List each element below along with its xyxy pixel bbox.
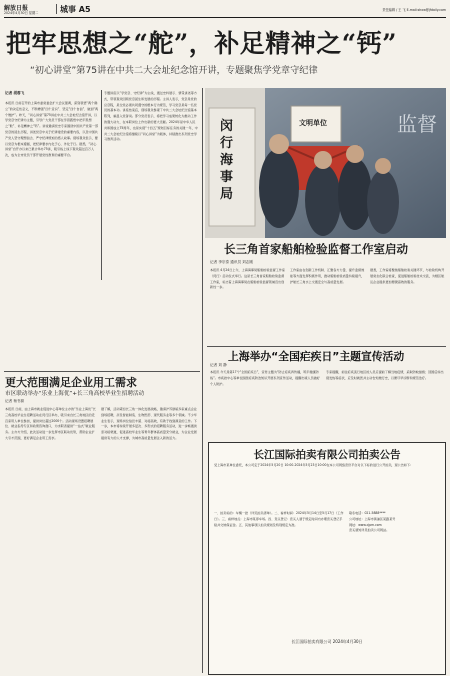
story4-title: 上海举办“全国疟疾日”主题宣传活动 xyxy=(228,350,405,363)
story3-body-column-1: 本报讯 日前，由上海市就业促进中心等单位主办的“乐业上海优”长三角高校毕业生招聘活动在闵行区举办，吸引来自长三角地区的近百家用人单位参加，提供岗位超过2000个。活动现场设置招聘展位、就业指导专区和政策咨询窗口，为求职者提供“一站式”就业服务。主办方介绍，此次活动进一步发挥市区联动优势，帮助企业扩大引才范围，更好满足企业用工需求。 xyxy=(5,407,96,440)
story2-body-column-2: 工作室由在创新工作机制、汇聚各方力量、提升监督效能等方面发挥积极作用，推动船舶检验质量持续提升，护航长三角水上交通安全与高质量发展。 xyxy=(290,268,365,284)
column-rule xyxy=(202,88,203,673)
masthead xyxy=(4,2,446,18)
auction-notice-intro: 受上海市某单位委托，本公司定于2024年5月20日 10:00-2024年5月23日10:00在本公司网络竞价平台对以下标的进行公开拍卖，现公告如下： xyxy=(214,463,414,467)
story4-byline: 记者 刘 静 xyxy=(210,363,227,367)
auction-notice-contact: 联系电话：021-5888**** 公司地址：上海市黄浦区某路某号 网址：www.cjpm.com 竞买须知详见拍卖公司网站。 xyxy=(349,511,396,533)
section-label: 城事 A5 xyxy=(60,5,91,14)
section-rule xyxy=(4,371,200,372)
auction-notice-title: 长江国际拍卖有限公司拍卖公告 xyxy=(253,449,401,461)
plaque-sign-text: 文明单位 xyxy=(299,119,327,127)
story2-body-column-1: 本报讯 4月24日上午，上海海事局船舶检验监督工作室（闵行）启动仪式举行。这是长三角首家船舶检验监督工作室，标志着上海海事局在船舶检验监督领域迈出创新性一步。 xyxy=(210,268,285,290)
lead-byline: 记者 胡蓉飞 xyxy=(5,91,25,95)
watermark-text: 监督 xyxy=(397,112,437,136)
story3-subtitle: 市区联动举办“乐业上海优”+长三角高校毕业生招聘活动 xyxy=(5,391,145,397)
story2-body-column-3: 据悉，工作室将聚焦船舶检验关键环节，与检验机构开展常态化联合检查，促进船舶检验技术交流，为辖区航运企业提供更加便捷高效的服务。 xyxy=(370,268,445,284)
lead-headline: 把牢思想之“舵”，补足精神之“钙” xyxy=(6,29,398,58)
story4-body-column-2: 专家提醒，前往疟疾流行地区的人员应提前了解当地疫情，采取防蚊措施；回国后如出现发热等症状，应及时就医并主动告知旅行史，以便尽早诊断和规范治疗。 xyxy=(326,370,444,380)
news-photo xyxy=(205,88,446,238)
column-rule xyxy=(101,90,102,280)
lead-body-column-1: 本报讯 日前召开的上海市委常委会扩大会议强调，深刻领悟“两个确立”的决定性意义，不断增强“四个意识”、坚定“四个自信”、做到“两个维护”。昨天，“初心讲堂”第75讲在中共二大会址纪念馆开讲，以学党章守纪律为主题，引导广大党员干部在学思践悟中把牢思想之“舵”、补足精神之“钙”。讲堂邀请党史专家围绕中国共产党第一部党章的诞生历程，讲述党章中关于纪律建设的重要内容，以及中国共产党人坚守理想信念、严守纪律规矩的感人故事。现场观众表示，要以党章为根本遵循，把纪律要求内化于心、外化于行。据悉，“初心讲堂”自开办以来已累计举办75讲，吸引线上线下观众超过百万人次，成为全市党员干部开展党性教育的重要平台。 xyxy=(5,101,99,158)
story3-byline: 记者 杨书源 xyxy=(5,399,25,403)
issue-date: 2024年4月30日 星期二 xyxy=(4,11,39,15)
auction-notice-footer: 长江国际拍卖有限公司 2024年4月30日 xyxy=(291,639,363,644)
paper-name: 解放日报 xyxy=(4,5,29,12)
plaque-vertical-text: 闵行海事局 xyxy=(220,119,234,202)
lead-subheadline: “初心讲堂”第75讲在中共二大会址纪念馆开讲，专题聚焦学党章守纪律 xyxy=(30,65,318,76)
story3-body-column-2: 据了解，活动紧扣长三角一体化发展战略，邀请沪苏浙皖多家重点企业到场招聘，涉及智能制造、生物医药、现代服务业等多个领域。不少毕业生表示，现场岗位信息丰富、对接高效，有助于找到满意的工作。下一步，本市将持续开展多层次、多形式的招聘服务活动，进一步畅通供需对接渠道，促进高校毕业生等青年群体高质量充分就业，为企业发展提供有力的人才支撑，为城市高质量发展注入新的活力。 xyxy=(101,407,197,440)
auction-notice-terms: 一、拍卖标的：车辆一批（详见拍卖清单）。二、看样时间：2024年5月14日至5月17日（工作日）。三、看样地点：上海市某停车场。四、竞买登记：竞买人须于规定时间内办理竞买登记手续并交纳保证金。五、其他事项以拍卖规则及特别规定为准。 xyxy=(214,511,344,527)
story2-title: 长三角首家船舶检验监督工作室启动 xyxy=(224,242,408,256)
lead-body-column-2: 专题讲座以“学党章、守纪律”为主线，通过史料展示、情景讲述等方式，带领观众回顾党章诞生和发展的历程。主讲人表示，党章是党的总章程，是全党必须共同遵守的根本行为规范，学习党章是每一名党员的基本功。讲座结束后，现场观众参观了中共二大会址纪念馆基本陈列，重温入党誓词。部分党员表示，将把学习成果转化为推动工作的强大动力，在本职岗位上作出新的更大贡献。2024年是中华人民共和国成立75周年，也是实现“十四五”规划目标任务的关键一年，中共二大会址纪念馆将继续以“初心讲堂”为载体，持续推出系列党史学习教育活动。 xyxy=(104,91,198,142)
auction-notice xyxy=(208,442,446,675)
section-divider xyxy=(56,4,57,14)
section-rule xyxy=(207,346,446,347)
masthead-editor-info: 责任编辑 / 王 飞 E-mail:shxw@jfdaily.com xyxy=(382,8,446,12)
story3-title: 更大范围满足企业用工需求 xyxy=(5,376,137,389)
story4-body-column-1: 本报讯 今天是第17个“全国疟疾日”，宣传主题为“防止疟疾再传播，筑牢健康防线”。市疾控中心等单位围绕疟疾防治知识开展系列宣传活动，提醒出境人员做好个人防护。 xyxy=(210,370,320,386)
story2-byline: 记者 李宗泰 通讯员 刘志刚 xyxy=(210,260,253,264)
